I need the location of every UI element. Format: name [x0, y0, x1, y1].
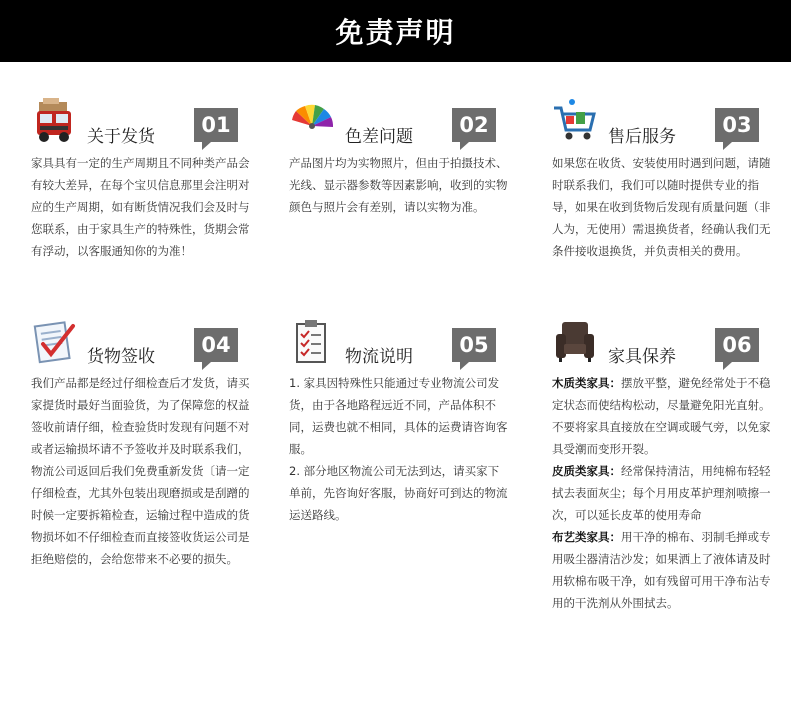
clipboard-icon [289, 318, 335, 364]
page-title: 免责声明 [335, 16, 456, 49]
paragraph-text: 2. 部分地区物流公司无法到达，请买家下单前，先咨询好客服，协商好可到达的物流运送路线。 [289, 464, 508, 522]
checklist-icon [31, 318, 77, 364]
body-paragraph [552, 460, 772, 526]
card-body: 我们产品都是经过仔细检查后才发货，请买家提货时最好当面验货，为了保障您的权益签收前请仔细，检查验货时发现有问题不对或者运输损坏请不予签收并及时联系我们，物流公司返回后我们免费重新发货〔请一定仔细检查，尤其外包装出现磨损或是刮蹭的时候一定要拆箱检查，运输过程中造成的货物损坏如不仔细检查而直接签收货运公司是拒绝赔偿的，会给您带来不必要的损失。 [31, 376, 250, 566]
card-logistics [289, 318, 509, 526]
card-header [552, 318, 772, 370]
body-paragraph [552, 526, 772, 614]
paragraph-label: 皮质类家具： [552, 464, 621, 478]
paragraph-label: 布艺类家具： [552, 530, 621, 544]
card-header [552, 98, 772, 150]
header-banner [0, 0, 791, 62]
card-title: 色差问题 [345, 127, 413, 147]
shopping-cart-icon [552, 98, 598, 144]
number-badge: 02 [452, 108, 496, 142]
armchair-icon [552, 318, 598, 364]
card-title: 货物签收 [87, 347, 155, 367]
number-badge: 01 [194, 108, 238, 142]
delivery-truck-icon [31, 98, 77, 144]
card-receipt [31, 318, 251, 570]
card-title: 售后服务 [608, 127, 676, 147]
card-header [31, 318, 251, 370]
paragraph-text: 经常保持清洁，用纯棉布轻轻拭去表面灰尘；每个月用皮革护理剂喷擦一次，可以延长皮革的使用寿命 [552, 464, 771, 522]
body-paragraph [289, 460, 509, 526]
color-fan-icon [289, 98, 335, 144]
card-title: 家具保养 [608, 347, 676, 367]
card-shipping [31, 98, 251, 262]
card-body: 产品图片均为实物照片，但由于拍摄技术、光线、显示器参数等因素影响，收到的实物颜色与照片会有差别，请以实物为准。 [289, 156, 508, 214]
card-header [31, 98, 251, 150]
card-title: 关于发货 [87, 127, 155, 147]
card-after-sales [552, 98, 772, 262]
body-paragraph [289, 372, 509, 460]
paragraph-text: 1. 家具因特殊性只能通过专业物流公司发货，由于各地路程远近不同，产品体积不同，运费也就不相同，具体的运费请咨询客服。 [289, 376, 508, 456]
card-header [289, 318, 509, 370]
paragraph-text: 摆放平整，避免经常处于不稳定状态而使结构松动，尽量避免阳光直射。不要将家具直接放在空调或暖气旁，以免家具受潮而变形开裂。 [552, 376, 771, 456]
number-badge: 04 [194, 328, 238, 362]
card-body [552, 372, 772, 614]
card-body [289, 372, 509, 526]
number-badge: 05 [452, 328, 496, 362]
number-badge: 06 [715, 328, 759, 362]
number-badge: 03 [715, 108, 759, 142]
paragraph-label: 木质类家具： [552, 376, 621, 390]
paragraph-text: 用干净的棉布、羽制毛掸或专用吸尘器清洁沙发；如果洒上了液体请及时用软棉布吸干净，如有残留可用干净布沾专用的干洗剂从外围拭去。 [552, 530, 771, 610]
card-body: 家具具有一定的生产周期且不同种类产品会有较大差异，在每个宝贝信息那里会注明对应的生产周期，如有断货情况我们会及时与您联系，由于家具生产的特殊性，货期会常有浮动，以客服通知你的为准！ [31, 156, 250, 258]
body-paragraph [552, 372, 772, 460]
card-body: 如果您在收货、安装使用时遇到问题，请随时联系我们，我们可以随时提供专业的指导，如果在收到货物后发现有质量问题（非人为，无使用）需退换货者，经确认我们无条件接收退换货，并负责相关的费用。 [552, 156, 771, 258]
card-furniture-care [552, 318, 772, 614]
card-color-difference [289, 98, 509, 218]
card-header [289, 98, 509, 150]
card-title: 物流说明 [345, 347, 413, 367]
